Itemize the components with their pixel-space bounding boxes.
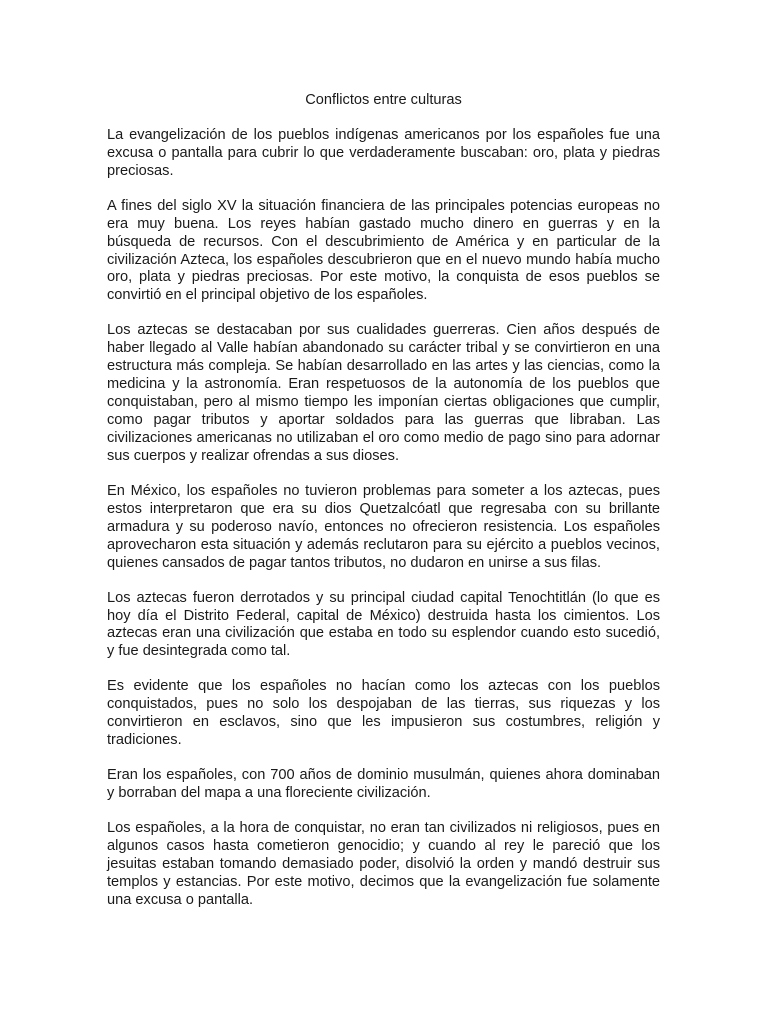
document-body [107,92,660,927]
paragraph-3: Los aztecas se destacaban por sus cualidades guerreras. Cien años después de haber llegado al Valle habían abandonado su carácter tribal y se convirtieron en una estructura más compleja. Se habían desarrollado en las artes y las ciencias, como la medicina y la astronomía. Eran respetuosos de la autonomía de los pueblos que conquistaban, pero al mismo tiempo les imponían ciertas obligaciones que cumplir, como pagar tributos y aportar soldados para las guerras que libraban. Las civilizaciones americanas no utilizaban el oro como medio de pago sino para adornar sus cuerpos y realizar ofrendas a sus dioses. [107,322,660,464]
paragraph-8: Los españoles, a la hora de conquistar, no eran tan civilizados ni religiosos, pues en algunos casos hasta cometieron genocidio; y cuando al rey le pareció que los jesuitas estaban tomando demasiado poder, disolvió la orden y mandó destruir sus templos y estancias. Por este motivo, decimos que la evangelización fue solamente una excusa o pantalla. [107,820,660,908]
paragraph-4: En México, los españoles no tuvieron problemas para someter a los aztecas, pues estos interpretaron que era su dios Quetzalcóatl que regresaba con su brillante armadura y su poderoso navío, entonces no ofrecieron resistencia. Los españoles aprovecharon esta situación y además reclutaron para su ejército a pueblos vecinos, quienes cansados de pagar tantos tributos, no dudaron en unirse a sus filas. [107,482,660,571]
paragraph-7: Eran los españoles, con 700 años de dominio musulmán, quienes ahora dominaban y borraban del mapa a una floreciente civilización. [107,767,660,802]
paragraph-5: Los aztecas fueron derrotados y su principal ciudad capital Tenochtitlán (lo que es hoy día el Distrito Federal, capital de México) destruida hasta los cimientos. Los aztecas eran una civilización que estaba en todo su esplendor cuando esto sucedió, y fue desintegrada como tal. [107,589,660,660]
paragraph-2: A fines del siglo XV la situación financiera de las principales potencias europeas no era muy buena. Los reyes habían gastado mucho dinero en guerras y en la búsqueda de recursos. Con el descubrimiento de América y en particular de la civilización Azteca, los españoles descubrieron que en el nuevo mundo había mucho oro, plata y piedras preciosas. Por este motivo, la conquista de esos pueblos se convirtió en el principal objetivo de los españoles. [107,197,660,304]
paragraph-1: La evangelización de los pueblos indígenas americanos por los españoles fue una excusa o pantalla para cubrir lo que verdaderamente buscaban: oro, plata y piedras preciosas. [107,126,660,179]
document-title: Conflictos entre culturas [305,92,462,108]
paragraph-6: Es evidente que los españoles no hacían como los aztecas con los pueblos conquistados, pues no solo los despojaban de las tierras, sus riquezas y los convirtieron en esclavos, sino que les impusieron sus costumbres, religión y tradiciones. [107,678,660,749]
